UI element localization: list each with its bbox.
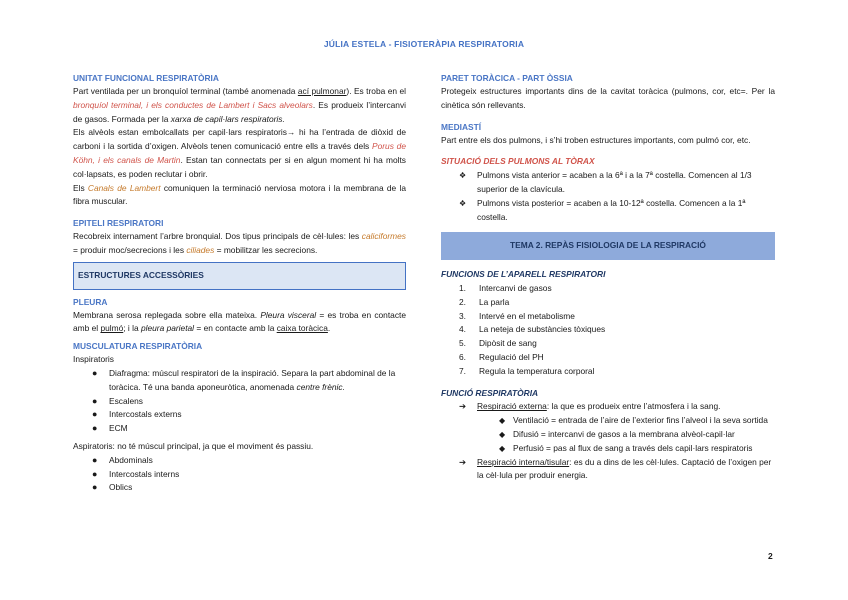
list-item: ● Intercostals externs [92, 409, 182, 420]
list-item: 4. La neteja de substàncies tòxiques [459, 324, 606, 335]
list-item: ➔ Respiració interna/tisular: es du a dins de les cèl·lules. Captació de l’oxigen per la cèl·lula per produir energia. [459, 456, 772, 481]
list-item: ● Oblics [92, 482, 133, 493]
list-item: ◆ Perfusió = pas al flux de sang a través dels capil·lars respiratoris [499, 442, 753, 453]
funcio-heading: FUNCIÓ RESPIRATÒRIA [441, 387, 539, 398]
aspiratoris-label: Aspiratoris: no té múscul principal, ja que el moviment és passiu. [73, 440, 314, 451]
estructures-accessories-box: ESTRUCTURES ACCESSÒRIES [73, 262, 406, 290]
list-item: 7. Regula la temperatura corporal [459, 365, 595, 376]
list-item: ● Diafragma: múscul respiratori de la inspiració. Separa la part abdominal de la toràcica. Té una banda aponeuròtica, anomenada centre frènic. [92, 367, 396, 392]
list-item: ❖ Pulmons vista posterior = acaben a la 10-12ª costella. Comencen a la 1ª costella. [459, 197, 746, 222]
list-item: ● Abdominals [92, 454, 153, 465]
list-item: ❖ Pulmons vista anterior = acaben a la 6ª i a la 7ª costella. Comencen al 1/3 superior de la clavícula. [459, 170, 752, 194]
unitat-paragraph-3: Els Canals de Lambert comuniquen la terminació nerviosa motora i la membrana de la fibra muscular. [73, 182, 406, 207]
page-number: 2 [768, 551, 773, 561]
mediasti-paragraph: Part entre els dos pulmons, i s’hi troben estructures importants, com pulmó cor, etc. [441, 134, 751, 145]
paret-paragraph: Protegeix estructures importants dins de la cavitat toràcica (pulmons, cor, etc=. Per la cinètica són rellevants. [441, 86, 775, 110]
mediasti-heading: MEDIASTÍ [441, 121, 482, 132]
list-item: ● ECM [92, 423, 128, 434]
sub-list [477, 414, 775, 455]
right-column [441, 72, 775, 483]
list-item: 2. La parla [459, 296, 510, 307]
pleura-heading: PLEURA [73, 296, 108, 307]
list-item: 6. Regulació del PH [459, 351, 544, 362]
funcio-list [441, 400, 775, 483]
tema-2-bar: TEMA 2. REPÀS FISIOLOGIA DE LA RESPIRACIÓ [441, 232, 775, 260]
page-header: JÚLIA ESTELA - FISIOTERÀPIA RESPIRATORIA [323, 39, 525, 49]
unitat-paragraph-2: Els alvèols estan embolcallats per capil·lars respiratoris→ hi ha l’entrada de diòxid de carboni i la sortida d’oxigen. Alvèols tenen comunicació entre ells a través dels Porus de Köhn, i els canals de Martin. Estan tan connectats per si en algun moment hi ha molts col·lapsats, es poden reclutar i obrir. [73, 127, 406, 179]
list-item: 5. Dipòsit de sang [459, 338, 537, 349]
list-item: 3. Intervé en el metabolisme [459, 310, 575, 321]
inspiratoris-list [73, 367, 406, 436]
funcions-heading: FUNCIONS DE L’APARELL RESPIRATORI [441, 269, 606, 280]
list-item: ➔ Respiració externa: la que es produeix entre l’atmosfera i la sang. ◆ Ventilació = entrada de l’aire de l’exterior fins l’alveol i la seva sortida ◆ Difusió = intercanvi de gasos a la membrana alvèol-capil·lar ◆ Perfusió = pas al flux de sang a través dels capil·lars respiratoris [477, 400, 775, 455]
epiteli-paragraph: Recobreix internament l’arbre bronquial. Dos tipus principals de cèl·lules: les caliciformes = produir moc/secrecions i les ciliades = mobilitzar les secrecions. [73, 231, 406, 255]
list-item: ● Escalens [92, 395, 143, 406]
unitat-paragraph-1: Part ventilada per un bronquíol terminal (també anomenada ací pulmonar). Es troba en el bronquíol terminal, i els conductes de Lambert i Sacs alveolars. Es produeix l’intercanvi de gasos. Formada per la xarxa de capil·lars respiratoris. [73, 86, 406, 124]
aspiratoris-list [73, 454, 406, 495]
list-item: ● Intercostals interns [92, 468, 180, 479]
unitat-heading: UNITAT FUNCIONAL RESPIRATÒRIA [73, 73, 219, 83]
list-item: ◆ Ventilació = entrada de l’aire de l’exterior fins l’alveol i la seva sortida [499, 415, 768, 426]
inspiratoris-label: Inspiratoris [73, 354, 114, 365]
situacio-heading: SITUACIÓ DELS PULMONS AL TÒRAX [441, 156, 595, 167]
pleura-paragraph: Membrana serosa replegada sobre ella mateixa. Pleura visceral = es troba en contacte amb el pulmó; i la pleura parietal = en contacte amb la caixa toràcica. [73, 309, 406, 334]
musculatura-heading: MUSCULATURA RESPIRATÒRIA [73, 341, 203, 352]
epiteli-heading: EPITELI RESPIRATORI [73, 218, 164, 229]
situacio-list [441, 169, 775, 224]
funcions-list [441, 282, 775, 379]
list-item: ◆ Difusió = intercanvi de gasos a la membrana alvèol-capil·lar [499, 428, 735, 439]
paret-heading: PARET TORÀCICA - PART ÒSSIA [441, 73, 573, 83]
list-item: 1. Intercanvi de gasos [459, 282, 552, 293]
left-column [73, 72, 406, 495]
